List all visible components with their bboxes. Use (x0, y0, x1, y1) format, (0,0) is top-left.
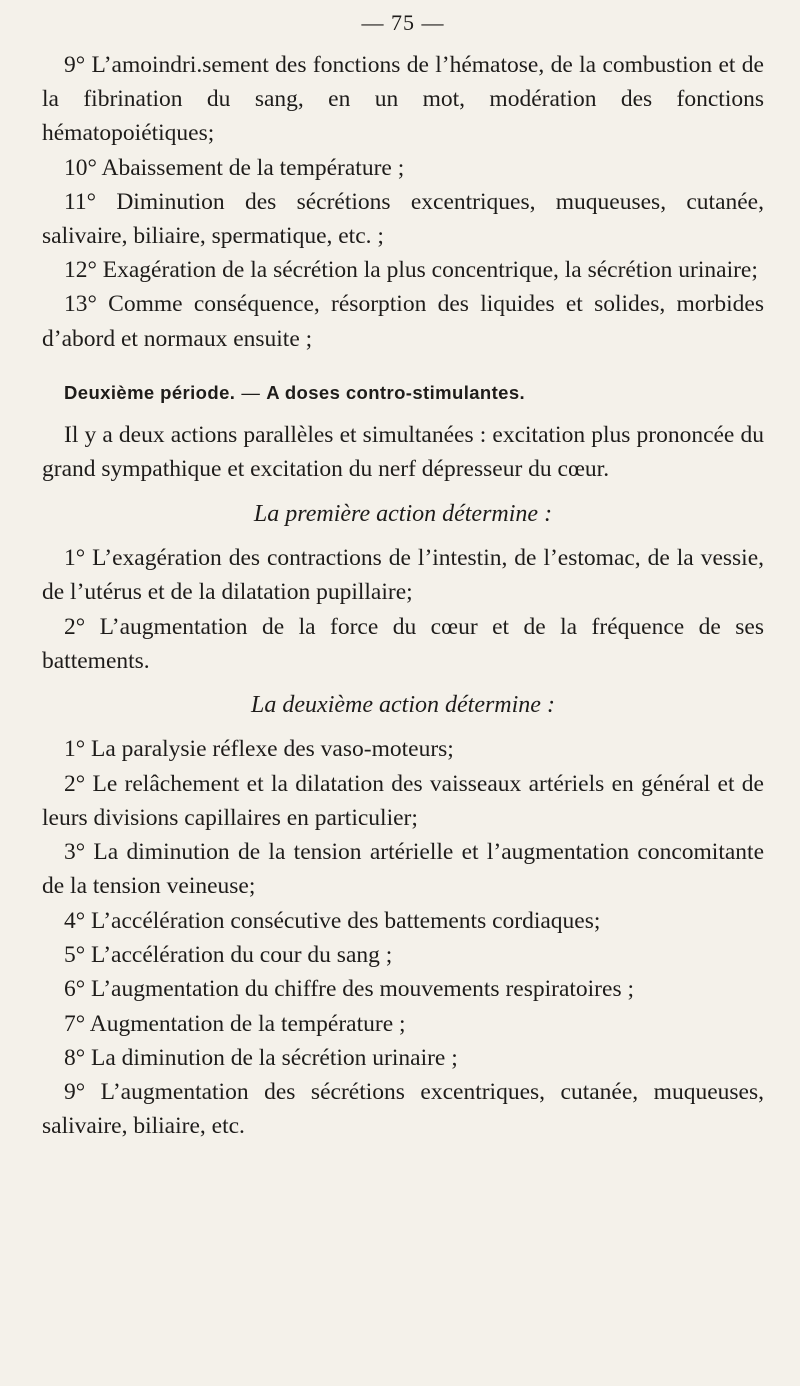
list-item: 11° Diminution des sécrétions excentriques, muqueuses, cutanée, salivaire, biliaire, spermatique, etc. ; (42, 188, 764, 250)
second-action-list (42, 732, 764, 1144)
first-action-list (42, 541, 764, 678)
intro-paragraph-block (42, 418, 764, 487)
list-item: 8° La diminution de la sécrétion urinaire ; (64, 1044, 458, 1071)
first-action-heading: La première action détermine : (253, 501, 553, 528)
list-item: 2° Le relâchement et la dilatation des vaisseaux artériels en général et de leurs divisions capillaires en particulier; (42, 770, 764, 831)
section-dash: — (241, 381, 261, 403)
list-item: 12° Exagération de la sécrétion la plus concentrique, la sécrétion urinaire; (64, 257, 758, 284)
section-title: Deuxième période. (64, 381, 236, 403)
list-item: 1° La paralysie réflexe des vaso-moteurs; (64, 736, 454, 763)
list-item: 9° L’amoindri.sement des fonctions de l’hématose, de la combustion et de la fibrination du sang, en un mot, modération des fonctions hématopoiétiques; (42, 52, 764, 147)
list-item: 3° La diminution de la tension artérielle et l’augmentation concomitante de la tension veineuse; (42, 839, 764, 900)
list-item: 13° Comme conséquence, résorption des liquides et solides, morbides d’abord et normaux ensuite ; (42, 291, 764, 352)
list-item: 7° Augmentation de la température ; (64, 1010, 406, 1037)
second-action-heading: La deuxième action détermine : (251, 692, 555, 719)
list-item: 6° L’augmentation du chiffre des mouvements respiratoires ; (64, 976, 634, 1003)
list-item: 4° L’accélération consécutive des battements cordiaques; (64, 907, 601, 934)
intro-paragraph: Il y a deux actions parallèles et simultanées : excitation plus prononcée du grand sympathique et excitation du nerf dépresseur du cœur. (42, 421, 764, 483)
intro-list (42, 48, 764, 356)
section-subtitle: A doses contro-stimulantes. (266, 381, 526, 403)
list-item: 2° L’augmentation de la force du cœur et de la fréquence de ses battements. (42, 613, 764, 674)
list-item: 1° L’exagération des contractions de l’intestin, de l’estomac, de la vessie, de l’utérus et de la dilatation pupillaire; (42, 545, 764, 606)
list-item: 5° L’accélération du cour du sang ; (64, 941, 393, 968)
list-item: 10° Abaissement de la température ; (64, 154, 405, 181)
section-heading (42, 382, 764, 404)
list-item: 9° L’augmentation des sécrétions excentriques, cutanée, muqueuses, salivaire, biliaire, etc. (42, 1079, 764, 1140)
page-number: — 75 — (361, 10, 445, 35)
